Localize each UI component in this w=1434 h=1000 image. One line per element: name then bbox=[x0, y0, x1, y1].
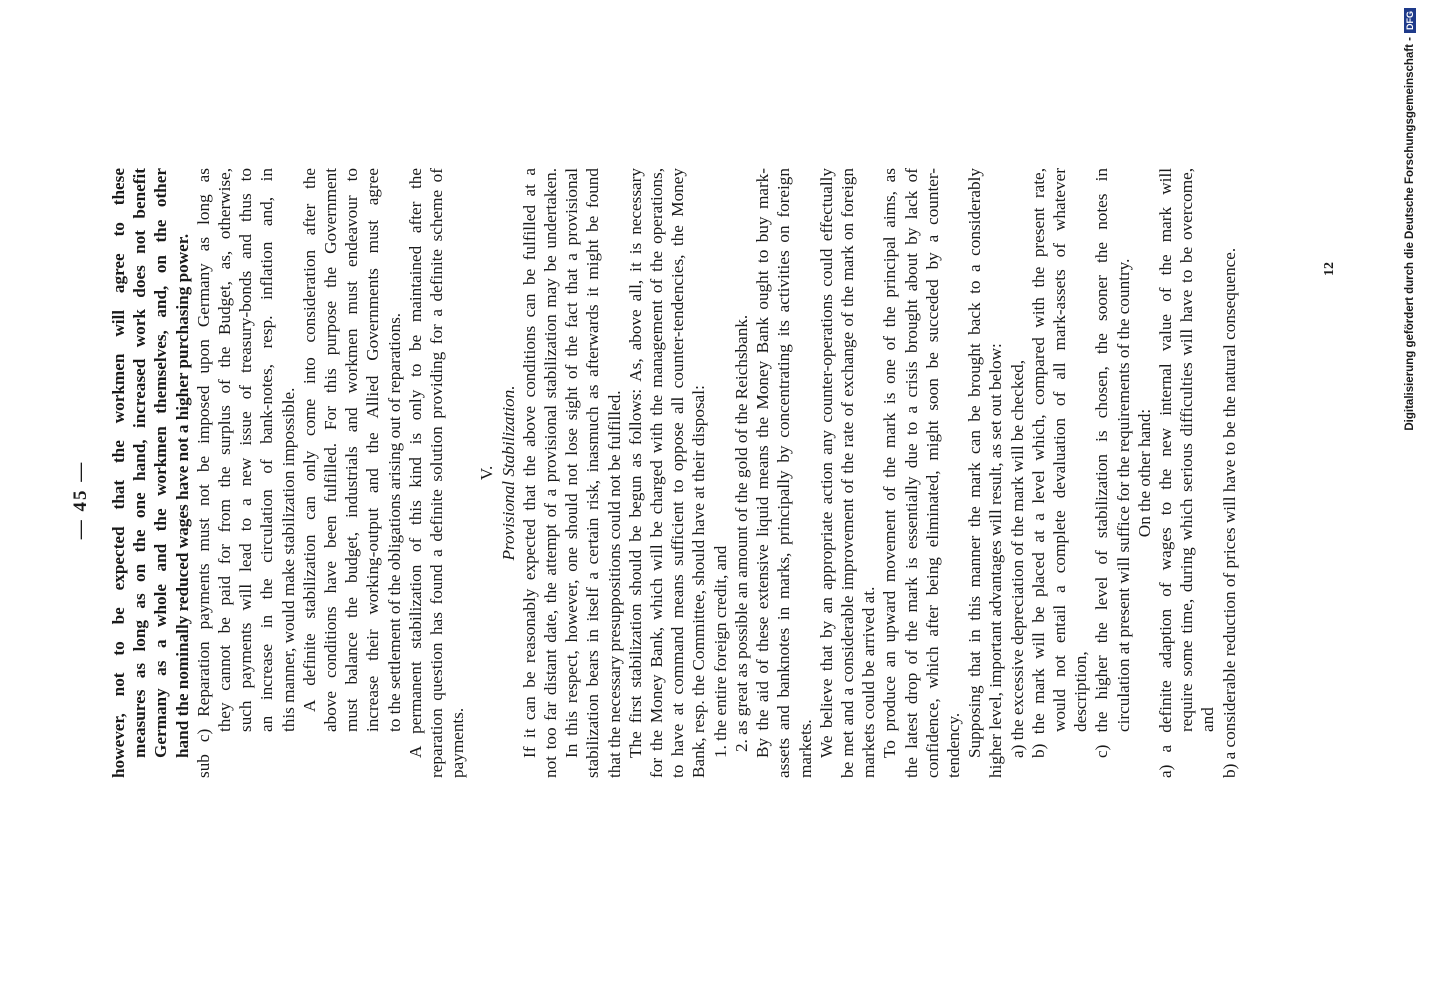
text-line: stabilization bears in itself a certain risk, inasmuch as afterwards it might be found bbox=[583, 168, 603, 778]
text-line: b) a considerable reduction of prices will have to be the natural consequence. bbox=[1219, 247, 1239, 778]
text-line: markets. bbox=[795, 719, 815, 778]
text-line: such payments will lead to a new issue of treasury-bonds and thus to bbox=[236, 168, 256, 732]
document-body bbox=[108, 168, 1240, 778]
text-line: 1. the entire foreign credit, and bbox=[710, 545, 730, 758]
text-line: the latest drop of the mark is essentially due to a crisis brought about by lack of bbox=[901, 168, 921, 778]
text-line: however, not to be expected that the workmen will agree to these bbox=[109, 168, 128, 778]
text-line: a) the excessive depreciation of the mark will be checked, bbox=[1007, 360, 1027, 758]
text-line: a) a definite adaption of wages to the new internal value of the mark will bbox=[1155, 168, 1175, 778]
text-line: reparation question has found a definite solution providing for a definite scheme of bbox=[427, 168, 447, 778]
text-line: confidence, which after being eliminated, might soon be succeded by a counter- bbox=[922, 168, 942, 778]
text-line: By the aid of these extensive liquid means the Money Bank ought to buy mark- bbox=[753, 168, 773, 758]
text-line: Supposing that in this manner the mark can be brought back to a considerably bbox=[965, 168, 985, 758]
text-line: be met and a considerable improvement of the rate of exchange of the mark on foreign bbox=[837, 168, 857, 778]
text-line: for the Money Bank, which will be charged with the management of the operations, bbox=[647, 168, 667, 778]
text-line: We believe that by an appropriate action any counter-operations could effectually bbox=[816, 168, 836, 758]
text-line: measures as long as on the one hand, increased work does not benefit bbox=[130, 168, 150, 758]
text-line: to have at command means sufficient to oppose all counter-tendencies, the Money bbox=[668, 168, 688, 778]
digitization-credit bbox=[1404, 0, 1416, 1000]
text-line: A definite stabilization can only come into consideration after the bbox=[299, 168, 319, 712]
text-line: On the other hand: bbox=[1134, 408, 1154, 538]
text-line: they cannot be paid for from the surplus of the Budget, as, otherwise, bbox=[215, 168, 235, 732]
text-line: Provisional Stabilization. bbox=[498, 385, 518, 561]
text-line: markets could be arrived at. bbox=[859, 586, 879, 778]
text-line: description, bbox=[1071, 651, 1091, 732]
text-line: In this respect, however, one should not lose sight of the fact that a provisional bbox=[562, 168, 582, 758]
text-line: sub c) Reparation payments must not be imposed upon Germany as long as bbox=[193, 168, 213, 778]
text-line: Germany as a whole and the workmen themselves, and, on the other bbox=[151, 168, 171, 758]
page-number: — 45 — bbox=[70, 460, 91, 540]
text-line: must balance the budget, industrials and workmen must endeavour to bbox=[342, 168, 362, 732]
text-line: The first stabilization should be begun as follows: As, above all, it is necessary bbox=[625, 168, 645, 758]
footer-page-number: 12 bbox=[1322, 262, 1337, 276]
text-line: b) the mark will be placed at a level which, compared with the present rate, bbox=[1028, 168, 1048, 758]
text-line: payments. bbox=[448, 707, 468, 778]
text-line: not too far distant date, the attempt of a provisional stabilization may be undertaken. bbox=[541, 168, 561, 778]
text-line: higher level, important advantages will result, as set out below: bbox=[986, 343, 1006, 778]
text-line: tendency. bbox=[943, 712, 963, 778]
text-line: c) the higher the level of stabilization is chosen, the sooner the notes in bbox=[1092, 168, 1112, 758]
spacer bbox=[468, 168, 476, 778]
text-line: increase their working-output and the Allied Governments must agree bbox=[363, 168, 383, 732]
credit-text: Digitalisierung gefördert durch die Deutsche Forschungsgemeinschaft - bbox=[1404, 37, 1417, 431]
text-line: hand the nominally reduced wages have not a higher purchasing power. bbox=[172, 233, 192, 758]
text-line: To produce an upward movement of the mark is one of the principal aims, as bbox=[880, 168, 900, 758]
text-line: circulation at present will suffice for the requirements of the country. bbox=[1113, 258, 1133, 732]
text-line: above conditions have been fulfilled. For this purpose the Government bbox=[321, 168, 341, 732]
text-line: 2. as great as possible an amount of the gold of the Reichsbank. bbox=[731, 314, 751, 752]
text-line: V. bbox=[477, 465, 497, 481]
text-line: If it can be reasonably expected that the above conditions can be fulfilled at a bbox=[519, 168, 539, 758]
text-line: A permanent stabilization of this kind is only to be maintained after the bbox=[405, 168, 425, 758]
text-line: would not entail a complete devaluation of all mark-assets of whatever bbox=[1049, 168, 1069, 732]
text-line: Bank, resp. the Committee, should have at their disposal: bbox=[689, 385, 709, 778]
text-line: to the settlement of the obligations arising out of reparations. bbox=[384, 312, 404, 732]
text-line: that the necessary presuppositions could not be fulfilled. bbox=[604, 390, 624, 778]
text-line: this manner, would make stabilization impossible. bbox=[278, 387, 298, 732]
text-line: an increase in the circulation of bank-notes, resp. inflation and, in bbox=[257, 168, 277, 732]
text-line: and bbox=[1198, 707, 1218, 732]
text-line: assets and banknotes in marks, principally by concentrating its activities on foreign bbox=[774, 168, 794, 778]
text-line: require some time, during which serious difficulties will have to be overcome, bbox=[1177, 168, 1197, 732]
dfg-logo: DFG bbox=[1404, 8, 1416, 33]
